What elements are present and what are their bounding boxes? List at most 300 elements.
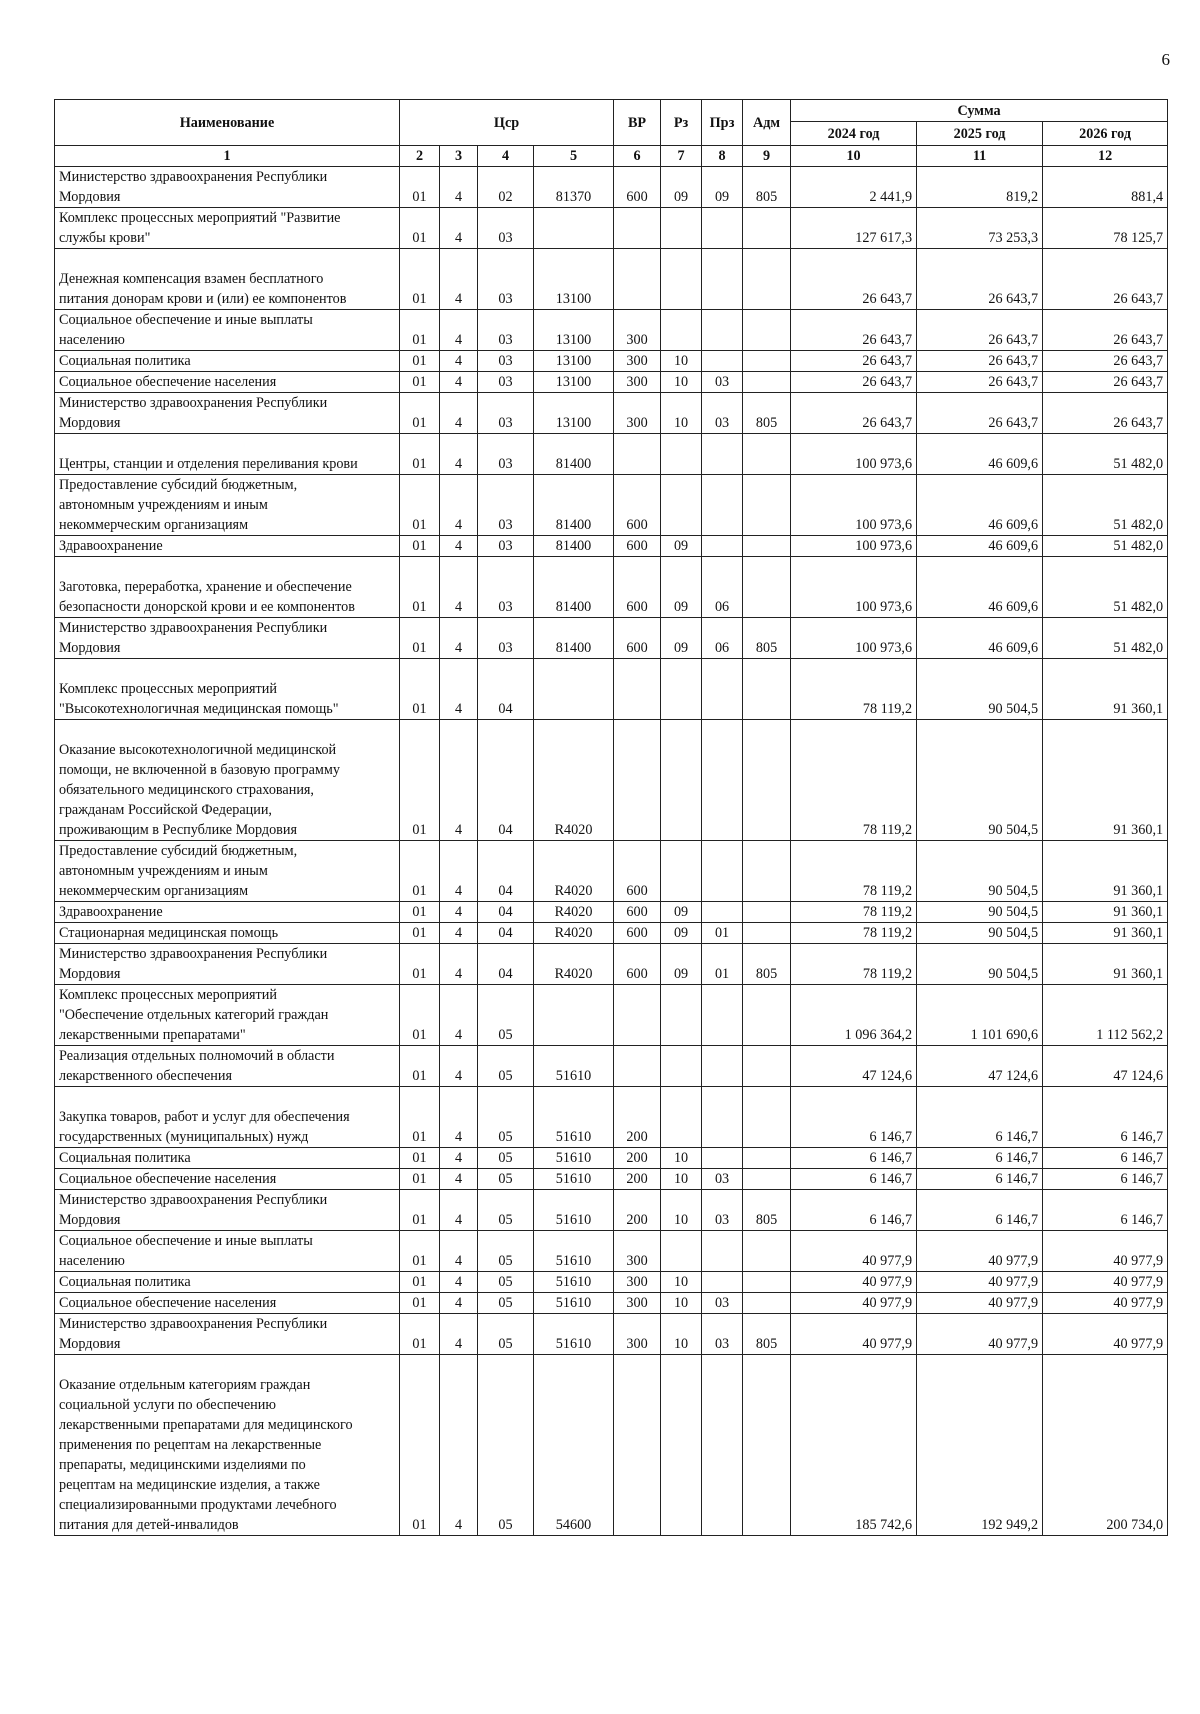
csr-part-4: 51610 — [534, 1314, 614, 1355]
csr-part-4 — [534, 985, 614, 1046]
sum-2026: 6 146,7 — [1043, 1148, 1168, 1169]
sum-2024: 78 119,2 — [791, 902, 917, 923]
csr-part-4: 81400 — [534, 434, 614, 475]
rz-code — [661, 985, 702, 1046]
sum-2026: 40 977,9 — [1043, 1293, 1168, 1314]
csr-part-2: 4 — [440, 1231, 478, 1272]
column-number: 3 — [440, 146, 478, 167]
sum-2025: 46 609,6 — [917, 434, 1043, 475]
sum-2025: 40 977,9 — [917, 1293, 1043, 1314]
csr-part-3: 05 — [478, 1272, 534, 1293]
table-row — [55, 393, 1168, 434]
adm-code — [743, 1231, 791, 1272]
csr-part-3: 04 — [478, 841, 534, 902]
table-row — [55, 1231, 1168, 1272]
csr-part-4: 51610 — [534, 1148, 614, 1169]
column-number: 4 — [478, 146, 534, 167]
row-name: Социальное обеспечение населения — [55, 1169, 400, 1190]
sum-2024: 100 973,6 — [791, 475, 917, 536]
csr-part-1: 01 — [400, 1148, 440, 1169]
vr-code: 200 — [614, 1190, 661, 1231]
prz-code — [702, 720, 743, 841]
sum-2024: 26 643,7 — [791, 351, 917, 372]
sum-2026: 91 360,1 — [1043, 944, 1168, 985]
sum-2026: 91 360,1 — [1043, 923, 1168, 944]
sum-2026: 1 112 562,2 — [1043, 985, 1168, 1046]
row-name: Предоставление субсидий бюджетным, автономным учреждениям и иным некоммерческим организациям — [55, 841, 400, 902]
sum-2024: 100 973,6 — [791, 536, 917, 557]
sum-2024: 6 146,7 — [791, 1148, 917, 1169]
rz-code: 10 — [661, 1314, 702, 1355]
csr-part-1: 01 — [400, 1046, 440, 1087]
header-adm: Адм — [743, 100, 791, 146]
csr-part-4: 51610 — [534, 1169, 614, 1190]
csr-part-2: 4 — [440, 944, 478, 985]
table-row — [55, 1169, 1168, 1190]
vr-code — [614, 434, 661, 475]
vr-code — [614, 985, 661, 1046]
rz-code — [661, 475, 702, 536]
sum-2024: 100 973,6 — [791, 618, 917, 659]
header-name: Наименование — [55, 100, 400, 146]
table-body — [55, 167, 1168, 1536]
sum-2025: 40 977,9 — [917, 1272, 1043, 1293]
prz-code — [702, 475, 743, 536]
adm-code: 805 — [743, 1314, 791, 1355]
row-name: Центры, станции и отделения переливания крови — [55, 434, 400, 475]
header-year-2024: 2024 год — [791, 122, 917, 146]
adm-code — [743, 1272, 791, 1293]
sum-2025: 26 643,7 — [917, 249, 1043, 310]
sum-2026: 51 482,0 — [1043, 557, 1168, 618]
csr-part-2: 4 — [440, 1148, 478, 1169]
csr-part-2: 4 — [440, 618, 478, 659]
table-row — [55, 923, 1168, 944]
sum-2026: 26 643,7 — [1043, 310, 1168, 351]
csr-part-2: 4 — [440, 1293, 478, 1314]
sum-2026: 51 482,0 — [1043, 618, 1168, 659]
csr-part-3: 05 — [478, 1169, 534, 1190]
table-row — [55, 944, 1168, 985]
table-row — [55, 1272, 1168, 1293]
prz-code — [702, 1087, 743, 1148]
table-row — [55, 902, 1168, 923]
sum-2025: 1 101 690,6 — [917, 985, 1043, 1046]
csr-part-3: 05 — [478, 1355, 534, 1536]
csr-part-1: 01 — [400, 434, 440, 475]
column-number: 11 — [917, 146, 1043, 167]
sum-2024: 1 096 364,2 — [791, 985, 917, 1046]
adm-code — [743, 1355, 791, 1536]
rz-code: 09 — [661, 557, 702, 618]
table-row — [55, 1046, 1168, 1087]
vr-code: 600 — [614, 923, 661, 944]
row-name: Социальная политика — [55, 351, 400, 372]
prz-code — [702, 310, 743, 351]
budget-table — [54, 99, 1168, 1536]
csr-part-2: 4 — [440, 208, 478, 249]
sum-2026: 78 125,7 — [1043, 208, 1168, 249]
vr-code: 600 — [614, 475, 661, 536]
adm-code — [743, 1046, 791, 1087]
csr-part-3: 03 — [478, 310, 534, 351]
csr-part-2: 4 — [440, 1087, 478, 1148]
header-year-2025: 2025 год — [917, 122, 1043, 146]
csr-part-2: 4 — [440, 310, 478, 351]
csr-part-4: 13100 — [534, 310, 614, 351]
vr-code: 300 — [614, 1231, 661, 1272]
sum-2026: 26 643,7 — [1043, 249, 1168, 310]
csr-part-2: 4 — [440, 351, 478, 372]
csr-part-3: 05 — [478, 985, 534, 1046]
adm-code — [743, 985, 791, 1046]
vr-code — [614, 720, 661, 841]
sum-2026: 6 146,7 — [1043, 1190, 1168, 1231]
csr-part-2: 4 — [440, 1272, 478, 1293]
csr-part-2: 4 — [440, 902, 478, 923]
sum-2025: 26 643,7 — [917, 351, 1043, 372]
csr-part-4: 51610 — [534, 1190, 614, 1231]
rz-code: 10 — [661, 1293, 702, 1314]
prz-code — [702, 536, 743, 557]
prz-code: 09 — [702, 167, 743, 208]
csr-part-3: 03 — [478, 208, 534, 249]
csr-part-1: 01 — [400, 923, 440, 944]
csr-part-2: 4 — [440, 372, 478, 393]
csr-part-3: 05 — [478, 1231, 534, 1272]
header-sum: Сумма — [791, 100, 1168, 122]
header-year-2026: 2026 год — [1043, 122, 1168, 146]
adm-code: 805 — [743, 1190, 791, 1231]
prz-code — [702, 841, 743, 902]
adm-code: 805 — [743, 944, 791, 985]
csr-part-4: 13100 — [534, 372, 614, 393]
csr-part-2: 4 — [440, 659, 478, 720]
sum-2025: 6 146,7 — [917, 1087, 1043, 1148]
table-row — [55, 1148, 1168, 1169]
table-row — [55, 208, 1168, 249]
csr-part-2: 4 — [440, 249, 478, 310]
adm-code — [743, 372, 791, 393]
header-csr: Цср — [400, 100, 614, 146]
row-name: Денежная компенсация взамен бесплатного питания донорам крови и (или) ее компонентов — [55, 249, 400, 310]
sum-2026: 40 977,9 — [1043, 1272, 1168, 1293]
rz-code — [661, 720, 702, 841]
csr-part-4: 81370 — [534, 167, 614, 208]
csr-part-2: 4 — [440, 923, 478, 944]
vr-code — [614, 1355, 661, 1536]
adm-code — [743, 536, 791, 557]
csr-part-3: 05 — [478, 1087, 534, 1148]
vr-code: 300 — [614, 1272, 661, 1293]
sum-2026: 26 643,7 — [1043, 393, 1168, 434]
vr-code — [614, 1046, 661, 1087]
csr-part-1: 01 — [400, 536, 440, 557]
sum-2026: 91 360,1 — [1043, 902, 1168, 923]
column-number: 2 — [400, 146, 440, 167]
row-name: Здравоохранение — [55, 902, 400, 923]
table-row — [55, 310, 1168, 351]
row-name: Министерство здравоохранения Республики Мордовия — [55, 1314, 400, 1355]
csr-part-3: 04 — [478, 944, 534, 985]
column-number: 1 — [55, 146, 400, 167]
sum-2026: 40 977,9 — [1043, 1231, 1168, 1272]
table-row — [55, 536, 1168, 557]
csr-part-3: 04 — [478, 659, 534, 720]
csr-part-1: 01 — [400, 985, 440, 1046]
adm-code — [743, 434, 791, 475]
csr-part-1: 01 — [400, 1087, 440, 1148]
adm-code — [743, 1169, 791, 1190]
vr-code: 600 — [614, 557, 661, 618]
vr-code — [614, 208, 661, 249]
csr-part-4: R4020 — [534, 944, 614, 985]
adm-code — [743, 1148, 791, 1169]
csr-part-3: 03 — [478, 434, 534, 475]
prz-code: 01 — [702, 923, 743, 944]
table-row — [55, 659, 1168, 720]
row-name: Предоставление субсидий бюджетным, автономным учреждениям и иным некоммерческим организациям — [55, 475, 400, 536]
sum-2025: 819,2 — [917, 167, 1043, 208]
rz-code: 09 — [661, 167, 702, 208]
csr-part-3: 03 — [478, 557, 534, 618]
vr-code: 600 — [614, 902, 661, 923]
csr-part-4: 54600 — [534, 1355, 614, 1536]
sum-2025: 40 977,9 — [917, 1314, 1043, 1355]
rz-code — [661, 1231, 702, 1272]
adm-code — [743, 923, 791, 944]
csr-part-4: 51610 — [534, 1272, 614, 1293]
vr-code — [614, 659, 661, 720]
table-row — [55, 351, 1168, 372]
sum-2024: 78 119,2 — [791, 659, 917, 720]
sum-2025: 90 504,5 — [917, 841, 1043, 902]
rz-code — [661, 1355, 702, 1536]
prz-code: 03 — [702, 393, 743, 434]
sum-2024: 100 973,6 — [791, 557, 917, 618]
rz-code — [661, 659, 702, 720]
row-name: Стационарная медицинская помощь — [55, 923, 400, 944]
adm-code: 805 — [743, 393, 791, 434]
sum-2024: 6 146,7 — [791, 1190, 917, 1231]
adm-code: 805 — [743, 618, 791, 659]
csr-part-2: 4 — [440, 557, 478, 618]
sum-2025: 192 949,2 — [917, 1355, 1043, 1536]
csr-part-3: 03 — [478, 536, 534, 557]
prz-code — [702, 1355, 743, 1536]
sum-2025: 90 504,5 — [917, 659, 1043, 720]
row-name: Комплекс процессных мероприятий "Обеспечение отдельных категорий граждан лекарственными препаратами" — [55, 985, 400, 1046]
csr-part-1: 01 — [400, 944, 440, 985]
csr-part-3: 04 — [478, 923, 534, 944]
sum-2024: 40 977,9 — [791, 1314, 917, 1355]
row-name: Комплекс процессных мероприятий "Развитие службы крови" — [55, 208, 400, 249]
csr-part-2: 4 — [440, 985, 478, 1046]
prz-code: 01 — [702, 944, 743, 985]
sum-2026: 6 146,7 — [1043, 1169, 1168, 1190]
csr-part-1: 01 — [400, 249, 440, 310]
table-row — [55, 167, 1168, 208]
csr-part-1: 01 — [400, 841, 440, 902]
rz-code: 09 — [661, 536, 702, 557]
sum-2024: 185 742,6 — [791, 1355, 917, 1536]
csr-part-4 — [534, 208, 614, 249]
row-name: Социальное обеспечение населения — [55, 1293, 400, 1314]
vr-code — [614, 249, 661, 310]
csr-part-4: R4020 — [534, 902, 614, 923]
row-name: Социальная политика — [55, 1148, 400, 1169]
vr-code: 600 — [614, 944, 661, 985]
csr-part-1: 01 — [400, 208, 440, 249]
csr-part-4: 81400 — [534, 618, 614, 659]
csr-part-2: 4 — [440, 393, 478, 434]
row-name: Министерство здравоохранения Республики Мордовия — [55, 1190, 400, 1231]
sum-2025: 90 504,5 — [917, 944, 1043, 985]
csr-part-4: 51610 — [534, 1087, 614, 1148]
rz-code: 10 — [661, 1272, 702, 1293]
csr-part-4: 81400 — [534, 475, 614, 536]
prz-code: 03 — [702, 1190, 743, 1231]
vr-code: 200 — [614, 1087, 661, 1148]
sum-2024: 78 119,2 — [791, 841, 917, 902]
rz-code — [661, 249, 702, 310]
sum-2025: 73 253,3 — [917, 208, 1043, 249]
sum-2026: 47 124,6 — [1043, 1046, 1168, 1087]
csr-part-3: 04 — [478, 902, 534, 923]
sum-2025: 90 504,5 — [917, 923, 1043, 944]
rz-code: 10 — [661, 1148, 702, 1169]
vr-code: 300 — [614, 310, 661, 351]
csr-part-1: 01 — [400, 1355, 440, 1536]
sum-2024: 40 977,9 — [791, 1231, 917, 1272]
prz-code: 06 — [702, 618, 743, 659]
rz-code: 10 — [661, 1169, 702, 1190]
csr-part-3: 05 — [478, 1046, 534, 1087]
vr-code: 300 — [614, 372, 661, 393]
csr-part-1: 01 — [400, 720, 440, 841]
page-number: 6 — [1161, 50, 1170, 69]
csr-part-2: 4 — [440, 1046, 478, 1087]
sum-2024: 40 977,9 — [791, 1293, 917, 1314]
rz-code: 10 — [661, 393, 702, 434]
vr-code: 300 — [614, 393, 661, 434]
sum-2025: 26 643,7 — [917, 372, 1043, 393]
rz-code: 09 — [661, 618, 702, 659]
csr-part-2: 4 — [440, 536, 478, 557]
row-name: Социальное обеспечение и иные выплаты населению — [55, 310, 400, 351]
rz-code: 09 — [661, 902, 702, 923]
sum-2024: 127 617,3 — [791, 208, 917, 249]
csr-part-4: 81400 — [534, 557, 614, 618]
row-name: Комплекс процессных мероприятий "Высокотехнологичная медицинская помощь" — [55, 659, 400, 720]
csr-part-2: 4 — [440, 167, 478, 208]
csr-part-3: 05 — [478, 1314, 534, 1355]
csr-part-4: R4020 — [534, 720, 614, 841]
row-name: Социальное обеспечение населения — [55, 372, 400, 393]
table-row — [55, 249, 1168, 310]
column-number: 5 — [534, 146, 614, 167]
adm-code — [743, 249, 791, 310]
adm-code — [743, 1293, 791, 1314]
prz-code — [702, 1046, 743, 1087]
csr-part-1: 01 — [400, 1314, 440, 1355]
table-row — [55, 985, 1168, 1046]
prz-code — [702, 659, 743, 720]
sum-2024: 6 146,7 — [791, 1087, 917, 1148]
sum-2026: 26 643,7 — [1043, 372, 1168, 393]
csr-part-4: R4020 — [534, 923, 614, 944]
row-name: Министерство здравоохранения Республики Мордовия — [55, 167, 400, 208]
sum-2026: 91 360,1 — [1043, 720, 1168, 841]
row-name: Закупка товаров, работ и услуг для обеспечения государственных (муниципальных) нужд — [55, 1087, 400, 1148]
table-row — [55, 720, 1168, 841]
table-row — [55, 1087, 1168, 1148]
csr-part-4 — [534, 659, 614, 720]
adm-code — [743, 841, 791, 902]
csr-part-4: 51610 — [534, 1231, 614, 1272]
prz-code — [702, 902, 743, 923]
sum-2024: 26 643,7 — [791, 249, 917, 310]
table-row — [55, 434, 1168, 475]
row-name: Здравоохранение — [55, 536, 400, 557]
prz-code — [702, 351, 743, 372]
vr-code: 300 — [614, 351, 661, 372]
csr-part-1: 01 — [400, 372, 440, 393]
sum-2024: 100 973,6 — [791, 434, 917, 475]
adm-code — [743, 208, 791, 249]
rz-code: 10 — [661, 351, 702, 372]
row-name: Министерство здравоохранения Республики Мордовия — [55, 618, 400, 659]
csr-part-3: 05 — [478, 1190, 534, 1231]
csr-part-4: 13100 — [534, 249, 614, 310]
vr-code: 200 — [614, 1148, 661, 1169]
sum-2026: 91 360,1 — [1043, 659, 1168, 720]
csr-part-4: R4020 — [534, 841, 614, 902]
csr-part-1: 01 — [400, 1293, 440, 1314]
csr-part-1: 01 — [400, 393, 440, 434]
csr-part-3: 03 — [478, 372, 534, 393]
sum-2026: 26 643,7 — [1043, 351, 1168, 372]
column-number-row — [55, 146, 1168, 167]
adm-code — [743, 659, 791, 720]
vr-code: 300 — [614, 1293, 661, 1314]
column-number: 9 — [743, 146, 791, 167]
sum-2025: 90 504,5 — [917, 902, 1043, 923]
adm-code: 805 — [743, 167, 791, 208]
row-name: Реализация отдельных полномочий в области лекарственного обеспечения — [55, 1046, 400, 1087]
column-number: 8 — [702, 146, 743, 167]
header-rz: Рз — [661, 100, 702, 146]
prz-code — [702, 1272, 743, 1293]
prz-code — [702, 249, 743, 310]
csr-part-4: 51610 — [534, 1046, 614, 1087]
table-row — [55, 1190, 1168, 1231]
prz-code: 03 — [702, 1293, 743, 1314]
csr-part-4: 81400 — [534, 536, 614, 557]
sum-2026: 200 734,0 — [1043, 1355, 1168, 1536]
sum-2024: 40 977,9 — [791, 1272, 917, 1293]
column-number: 12 — [1043, 146, 1168, 167]
prz-code: 06 — [702, 557, 743, 618]
csr-part-2: 4 — [440, 1190, 478, 1231]
table-row — [55, 372, 1168, 393]
csr-part-3: 03 — [478, 249, 534, 310]
adm-code — [743, 720, 791, 841]
csr-part-4: 51610 — [534, 1293, 614, 1314]
rz-code — [661, 1046, 702, 1087]
rz-code — [661, 1087, 702, 1148]
csr-part-2: 4 — [440, 720, 478, 841]
